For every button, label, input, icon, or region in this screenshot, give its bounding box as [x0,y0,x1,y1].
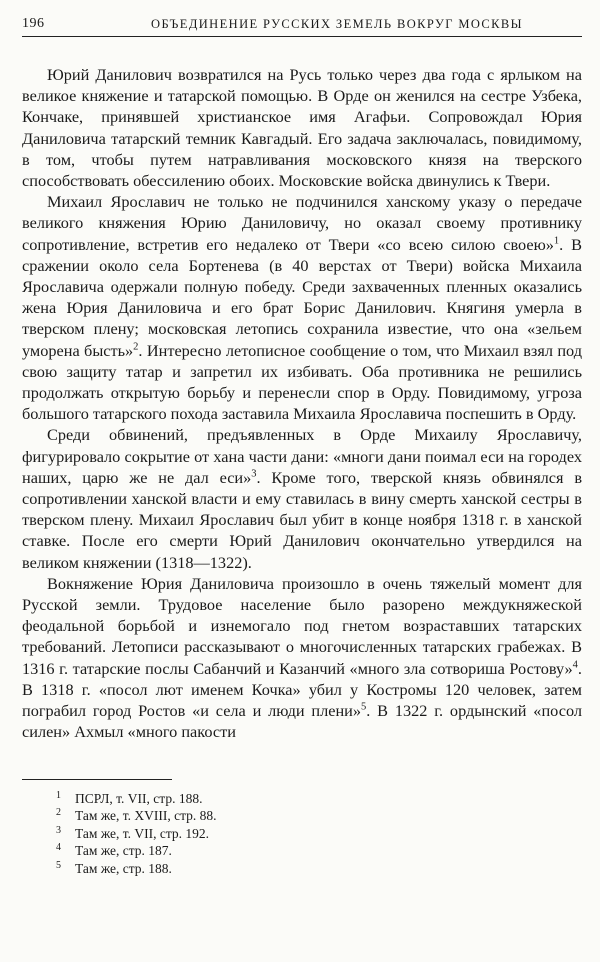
paragraph-text: Среди обвинений, предъявленных в Орде Михаилу Ярославичу, фигурировало сокрытие от хана части дани: «многи дани поимал еси на городех наших, царю же не дал еси» [22,425,582,487]
paragraph-text: . Интересно летописное сообщение о том, что Михаил взял под свою защиту татар и запретил их избивать. Оба противника не решились продолжать открытую борьбу и перенесли спор в Орду. Повидимому, угроза большого татарского похода заставила Михаила Ярославича поспешить в Орду. [22,340,582,424]
paragraph [22,573,582,743]
running-title: ОБЪЕДИНЕНИЕ РУССКИХ ЗЕМЕЛЬ ВОКРУГ МОСКВЫ [151,17,523,31]
footnote-mark: 1 [56,789,61,801]
footnote-mark: 4 [56,842,61,854]
paragraph-text: . В 1318 г. «посол лют именем Кочка» убил у Костромы 120 человек, затем пограбил город Ростов «и села и люди плени» [22,658,582,721]
paragraph [22,424,582,572]
footnote-reference[interactable]: 5 [361,701,367,713]
footnote-mark: 3 [56,824,61,836]
footnote [56,842,582,860]
footnote-mark: 5 [56,859,61,871]
footnote [56,790,582,808]
paragraph-text: . Кроме того, тверской князь обвинялся в сопротивлении ханской власти и ему ставилась в вину смерть ханской сестры в тверском плену. Михаил Ярославич был убит в конце ноября 1318 г. в ханской ставке. После его смерти Юрий Данилович окончательно утвердился на великом княжении (1318—1322). [22,467,583,572]
page-number: 196 [22,16,45,31]
paragraph-text: Юрий Данилович возвратился на Русь только через два года с ярлыком на великое княжение и татарской помощью. В Орде он женился на сестре Узбека, Кончаке, принявшей христианское имя Агафьи. Сопровождал Юрия Даниловича татарский темник Кавгадый. Его задача заключалась, повидимому, в том, чтобы путем натравливания московского князя на тверского способствовать обессилению обоих. Московские войска двинулись к Твери. [22,65,582,191]
footnote-divider [22,779,172,780]
footnote-text: Там же, т. VII, стр. 192. [75,825,210,841]
footnote-text: Там же, стр. 187. [75,843,172,859]
paragraph-text: . В 1322 г. ордынский «посол силен» Ахмыл «много пакости [22,701,582,742]
footnote-mark: 2 [56,807,61,819]
paragraph [22,191,582,424]
footnote-text: Там же, т. XVIII, стр. 88. [75,808,217,824]
footnote [56,825,582,843]
footnote [56,860,582,878]
footnote-reference[interactable]: 3 [251,468,257,480]
paragraph-text: Вокняжение Юрия Даниловича произошло в очень тяжелый момент для Русской земли. Трудовое население было разорено междукняжеской феодальной борьбой и изнемогало под гнетом возраставших татарских требований. Летописи рассказывают о многочисленных татарских грабежах. В 1316 г. татарские послы Сабанчий и Казанчий «много зла сотвориша Ростову» [22,573,582,678]
running-header [22,14,582,37]
paragraph-text: . В сражении около села Бортенева (в 40 верстах от Твери) войска Михаила Ярославича одержали полную победу. Среди захваченных пленных оказались жена Юрия Даниловича и его брат Борис Данилович. Княгиня умерла в тверском плену; московская летопись сохранила известие, что она «зельем уморена бысть» [22,234,582,360]
footnote-text: ПСРЛ, т. VII, стр. 188. [75,790,203,806]
footnotes [22,790,582,878]
footnote [56,807,582,825]
footnote-text: Там же, стр. 188. [75,860,172,876]
footnote-reference[interactable]: 4 [572,659,578,671]
paragraph [22,64,582,191]
footnote-reference[interactable]: 1 [553,235,560,247]
body-text [22,64,582,743]
footnote-reference[interactable]: 2 [133,341,139,353]
paragraph-text: Михаил Ярославич не только не подчинился ханскому указу о передаче великого княжения Юрию Даниловичу, но оказал своему противнику сопротивление, встретив его недалеко от Твери «со всею силою своею» [22,192,582,254]
book-page [22,14,582,877]
